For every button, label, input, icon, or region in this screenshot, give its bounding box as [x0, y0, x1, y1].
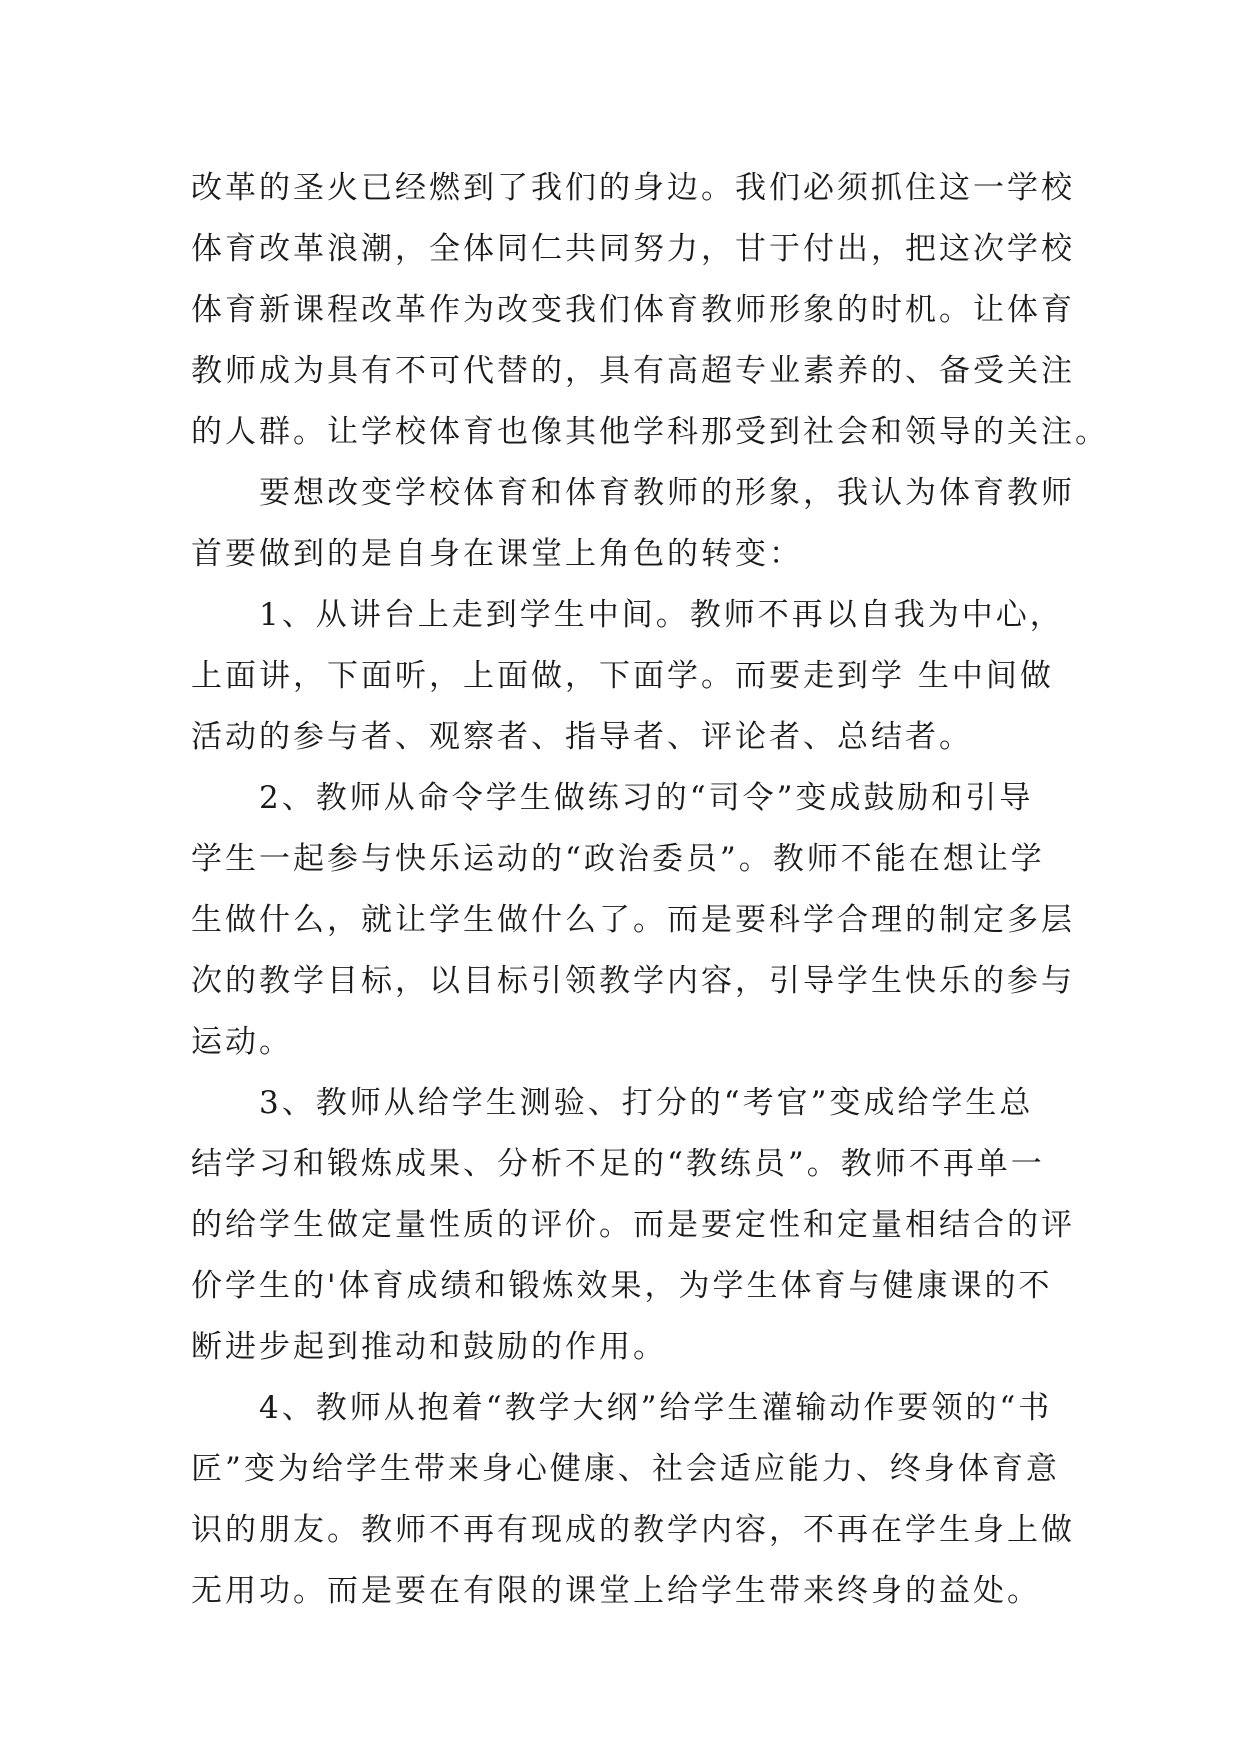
text-line: 改革的圣火已经燃到了我们的身边。我们必须抓住这一学校 — [191, 170, 1075, 206]
paragraph-item-3 — [191, 1073, 1075, 1378]
paragraph-intro — [191, 158, 1109, 463]
paragraph-item-1 — [191, 585, 1064, 768]
text-line: 识的朋友。教师不再有现成的教学内容，不再在学生身上做 — [191, 1512, 1075, 1548]
text-line: 2、教师从命令学生做练习的“司令”变成鼓励和引导 — [191, 780, 1034, 816]
text-line: 的人群。让学校体育也像其他学科那受到社会和领导的关注。 — [191, 414, 1109, 450]
paragraph-item-4 — [191, 1378, 1075, 1622]
paragraph-role-change — [191, 463, 1075, 585]
text-line: 1、从讲台上走到学生中间。教师不再以自我为中心， — [191, 597, 1064, 633]
text-line: 次的教学目标，以目标引领教学内容，引导学生快乐的参与 — [191, 963, 1075, 999]
text-line: 匠”变为给学生带来身心健康、社会适应能力、终身体育意 — [191, 1451, 1060, 1487]
text-line: 上面讲，下面听，上面做，下面学。而要走到学 生中间做 — [191, 658, 1054, 694]
text-line: 体育新课程改革作为改变我们体育教师形象的时机。让体育 — [191, 292, 1075, 328]
text-line: 结学习和锻炼成果、分析不足的“教练员”。教师不再单一 — [191, 1146, 1045, 1182]
text-line: 体育改革浪潮，全体同仁共同努力，甘于付出，把这次学校 — [191, 231, 1075, 267]
text-line: 3、教师从给学生测验、打分的“考官”变成给学生总 — [191, 1085, 1034, 1121]
paragraph-item-2 — [191, 768, 1075, 1073]
text-line: 教师成为具有不可代替的，具有高超专业素养的、备受关注 — [191, 353, 1075, 389]
text-line: 运动。 — [191, 1024, 293, 1060]
document-body — [191, 158, 1109, 1622]
text-line: 活动的参与者、观察者、指导者、评论者、总结者。 — [191, 719, 973, 755]
text-line: 断进步起到推动和鼓励的作用。 — [191, 1329, 667, 1365]
text-line: 生做什么，就让学生做什么了。而是要科学合理的制定多层 — [191, 902, 1075, 938]
text-line: 学生一起参与快乐运动的“政治委员”。教师不能在想让学 — [191, 841, 1045, 877]
text-line: 首要做到的是自身在课堂上角色的转变： — [191, 536, 803, 572]
text-line: 4、教师从抱着“教学大纲”给学生灌输动作要领的“书 — [191, 1390, 1053, 1426]
text-line: 无用功。而是要在有限的课堂上给学生带来终身的益处。 — [191, 1573, 1041, 1609]
text-line: 价学生的'体育成绩和锻炼效果，为学生体育与健康课的不 — [191, 1268, 1053, 1304]
text-line: 要想改变学校体育和体育教师的形象，我认为体育教师 — [191, 475, 1075, 511]
text-line: 的给学生做定量性质的评价。而是要定性和定量相结合的评 — [191, 1207, 1075, 1243]
